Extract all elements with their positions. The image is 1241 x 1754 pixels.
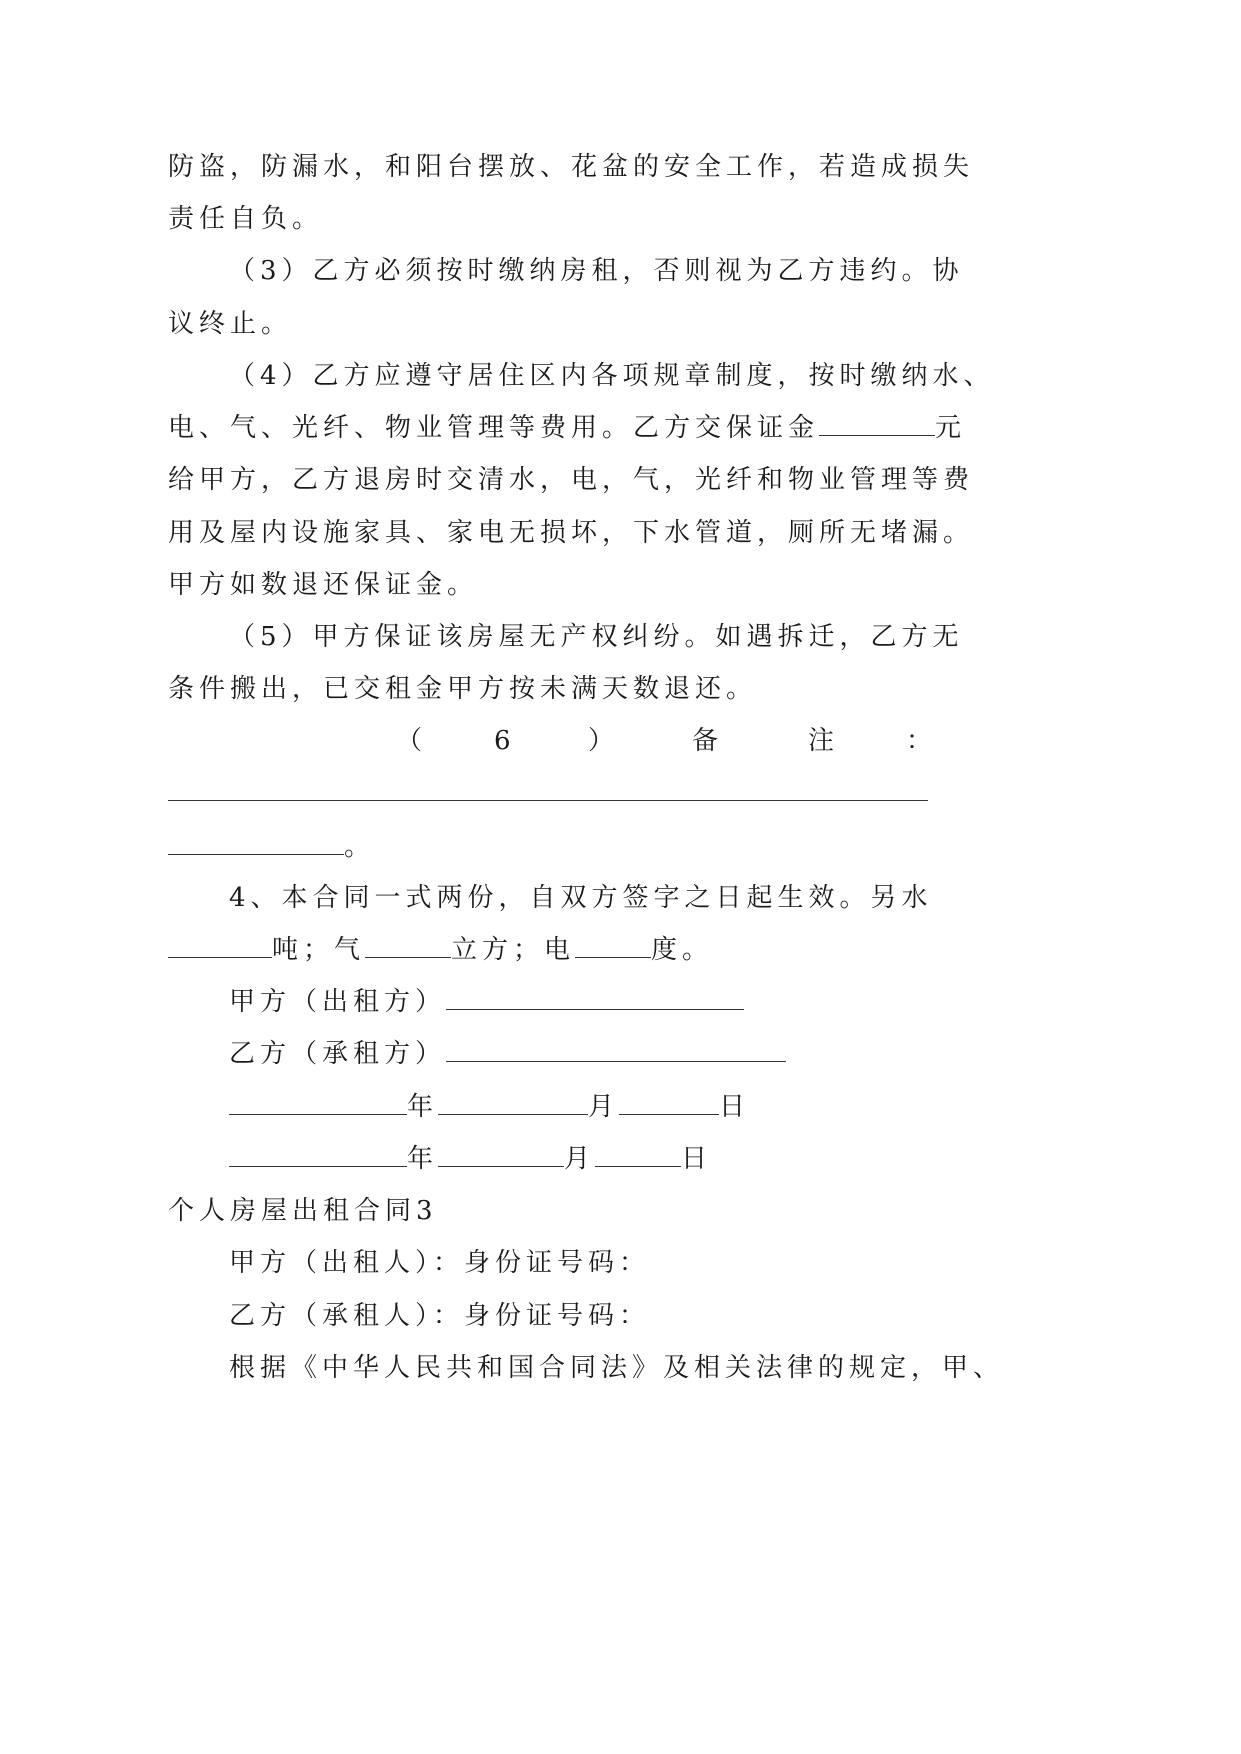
clause4-line: 4、本合同一式两份，自双方签字之日起生效。另水 <box>229 883 933 913</box>
paragraph-line: 用及屋内设施家具、家电无损坏，下水管道，厕所无堵漏。 <box>168 518 975 548</box>
electricity-unit: 度。 <box>651 935 714 965</box>
clause4-quantities <box>168 933 713 967</box>
day-blank[interactable] <box>619 1090 719 1115</box>
month-label: 月 <box>588 1092 620 1122</box>
year-blank[interactable] <box>229 1090 407 1115</box>
month-blank[interactable] <box>438 1142 564 1167</box>
month-blank[interactable] <box>438 1090 588 1115</box>
paragraph-line: 议终止。 <box>168 309 293 339</box>
remark-end-line <box>168 830 375 864</box>
day-blank[interactable] <box>595 1142 681 1167</box>
water-unit: 吨；气 <box>272 935 366 965</box>
paragraph-line: （4）乙方应遵守居住区内各项规章制度，按时缴纳水、 <box>229 361 995 391</box>
year-label: 年 <box>407 1144 439 1174</box>
deposit-blank[interactable] <box>819 411 935 436</box>
remark-colon: ： <box>906 726 938 756</box>
gas-blank[interactable] <box>365 933 451 958</box>
remark-char: 注 <box>808 726 840 756</box>
paragraph-line: 责任自负。 <box>168 204 324 234</box>
remark-blank-line[interactable] <box>168 800 928 801</box>
day-label: 日 <box>719 1092 751 1122</box>
remark-open-paren: （ <box>396 726 428 756</box>
party-a-id-line: 甲方（出租人）：身份证号码： <box>229 1248 651 1278</box>
party-b-signature-blank[interactable] <box>446 1037 786 1062</box>
electricity-blank[interactable] <box>575 933 651 958</box>
party-b-id-line: 乙方（承租人）：身份证号码： <box>229 1301 651 1331</box>
gas-unit: 立方；电 <box>451 935 576 965</box>
party-a-label: 甲方（出租方） <box>229 987 447 1017</box>
remark-heading <box>168 724 938 758</box>
remark-blank[interactable] <box>168 830 344 855</box>
paragraph-text: 元 <box>935 413 967 443</box>
paragraph-line: 给甲方，乙方退房时交清水，电，气，光纤和物业管理等费 <box>168 465 975 495</box>
remark-number: 6 <box>494 726 516 756</box>
paragraph-line: 甲方如数退还保证金。 <box>168 570 479 600</box>
paragraph-text: 电、气、光纤、物业管理等费用。乙方交保证金 <box>168 413 820 443</box>
party-a-signature-blank[interactable] <box>446 985 744 1010</box>
signature-date <box>229 1090 750 1124</box>
paragraph-line: 条件搬出，已交租金甲方按未满天数退还。 <box>168 674 758 704</box>
contract-title: 个人房屋出租合同3 <box>168 1196 438 1226</box>
signature-date <box>229 1142 712 1176</box>
paragraph-line: （3）乙方必须按时缴纳房租，否则视为乙方违约。协 <box>229 256 964 286</box>
signature-party-b <box>229 1037 786 1071</box>
water-blank[interactable] <box>168 933 272 958</box>
remark-char: 备 <box>692 726 724 756</box>
year-blank[interactable] <box>229 1142 407 1167</box>
paragraph-line: 根据《中华人民共和国合同法》及相关法律的规定，甲、 <box>229 1353 1005 1383</box>
paragraph-line: 防盗，防漏水，和阳台摆放、花盆的安全工作，若造成损失 <box>168 152 975 182</box>
signature-party-a <box>229 985 744 1019</box>
paragraph-line <box>168 411 966 445</box>
paragraph-line: （5）甲方保证该房屋无产权纠纷。如遇拆迁，乙方无 <box>229 622 964 652</box>
year-label: 年 <box>407 1092 439 1122</box>
remark-end: 。 <box>344 832 376 862</box>
month-label: 月 <box>564 1144 596 1174</box>
day-label: 日 <box>681 1144 713 1174</box>
remark-close-paren: ） <box>588 726 620 756</box>
party-b-label: 乙方（承租方） <box>229 1039 447 1069</box>
